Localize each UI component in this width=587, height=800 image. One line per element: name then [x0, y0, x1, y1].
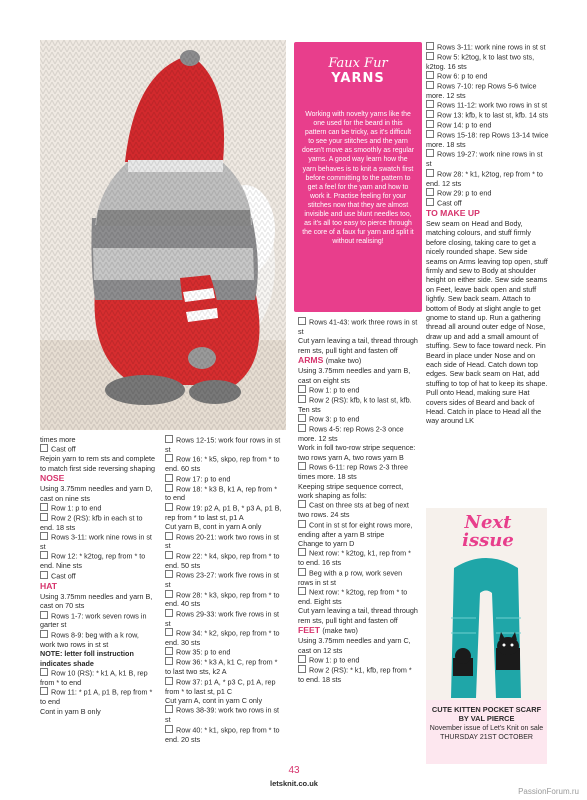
checklist-item: Cast on three sts at beg of next two rows. 24 sts: [298, 500, 418, 519]
checklist-item: Row 34: * k2, skpo, rep from * to end. 30 sts: [165, 628, 283, 647]
gnome-illustration: [40, 40, 286, 430]
checklist-item: Row 18: * k3 B, k1 A, rep from * to end: [165, 484, 283, 503]
checklist-item: Row 22: * k4, skpo, rep from * to end. 50 sts: [165, 551, 283, 570]
checklist-item: Rows 23-27: work five rows in st st: [165, 570, 283, 589]
checklist-item: Cast off: [40, 444, 156, 454]
column-4: [426, 42, 550, 426]
watermark: PassionForum.ru: [518, 787, 579, 796]
checklist-item: Row 19: p2 A, p1 B, * p3 A, p1 B, rep from * to last st, p1 A: [165, 503, 282, 522]
checklist-item: Row 40: * k1, skpo, rep from * to end. 20 sts: [165, 725, 283, 744]
section-heading-text: TO MAKE UP: [426, 207, 480, 218]
checklist-item: Row 28: * k3, skpo, rep from * to end. 40 sts: [165, 590, 283, 609]
checklist-item: Next row: * k2tog, rep from * to end. Eight sts: [298, 587, 418, 606]
checklist-item: Rows 19-27: work nine rows in st st: [426, 149, 550, 168]
checklist-item: Rows 6-11: rep Rows 2-3 three times more. 18 sts: [298, 462, 418, 481]
instruction-text: Rejoin yarn to rem sts and complete to match first side reversing shaping: [40, 454, 156, 473]
section-heading: [40, 581, 156, 592]
column-3: [298, 317, 418, 684]
checklist-item: Next row: * k2tog, k1, rep from * to end. 16 sts: [298, 548, 418, 567]
checklist-item: Rows 41-43: work three rows in st st: [298, 317, 418, 336]
checklist-item: Cast off: [40, 571, 156, 581]
instruction-text: Cut yarn B, cont in yarn A only: [165, 522, 262, 532]
checklist-item: Rows 8-9: beg with a k row, work two rows in st st: [40, 630, 156, 649]
kitten-scarf-photo: [426, 508, 547, 700]
section-heading: [298, 625, 418, 636]
instruction-text: Cut yarn A, cont in yarn C only: [165, 695, 263, 705]
checklist-item: Rows 15-18: rep Rows 13-14 twice more. 18 sts: [426, 130, 549, 150]
checklist-item: Rows 12-15: work four rows in st st: [165, 435, 283, 454]
checklist-item: Cont in st st for eight rows more, ending after a yarn B stripe: [298, 520, 418, 539]
checklist-item: Rows 29-33: work five rows in st st: [165, 609, 283, 628]
next-issue-badge: [456, 514, 520, 550]
faux-fur-body: [302, 110, 414, 246]
checklist-item: Row 1: p to end: [298, 655, 418, 665]
checklist-item: Row 6: p to end: [426, 71, 550, 81]
issue-title: issue: [462, 530, 514, 551]
instruction-text: Sew seam on Head and Body, matching colours, and stuff firmly before closing, taking care to get a nicely rounded shape. Sew side seams on Arms leaving top open, stuff firmly and sew to Body at shoulder height on either side. Sew side seams on Feet, leave back open and stuff lightly. Sew back seam. Attach to bottom of Body at slight angle to get gnome to stand up. Run a gathering thread all around outer edge of Nose, draw up and add a small amount of stuffing. Sew to face toward neck. Pin Beard in place under Nose and on each side of Head. Catch down top edges. Sew back seam on Hat, add stuffing to top of hat to keep its shape. Pull onto Head, making sure Hat covers sides of Beard and back of Head. Catch in place to Head all the way around LK: [426, 218, 548, 426]
checklist-item: Row 28: * k1, k2tog, rep from * to end. 12 sts: [426, 169, 550, 188]
checklist-item: Row 12: * k2tog, rep from * to end. Nine sts: [40, 551, 156, 570]
instruction-text: Cut yarn leaving a tail, thread through rem sts, pull tight and fasten off: [298, 606, 418, 625]
instruction-text: NOTE: letter foll instruction indicates shade: [40, 649, 134, 668]
website-link[interactable]: letsknit.co.uk: [270, 779, 318, 788]
instruction-text: Change to yarn D: [298, 538, 355, 548]
next-issue-box: [426, 508, 547, 764]
section-heading-text: NOSE: [40, 473, 65, 484]
checklist-item: Row 5: k2tog, k to last two sts, k2tog. 16 sts: [426, 52, 550, 71]
checklist-item: Rows 20-21: work two rows in st st: [165, 532, 283, 551]
checklist-item: Rows 1-7: work seven rows in garter st: [40, 611, 156, 630]
instruction-text: Cut yarn leaving a tail, thread through rem sts, pull tight and fasten off: [298, 336, 418, 355]
checklist-item: Row 2 (RS): kfb in each st to end. 18 sts: [40, 513, 156, 532]
column-2: [165, 435, 283, 744]
checklist-item: Row 37: p1 A, * p3 C, p1 A, rep from * to last st, p1 C: [165, 677, 283, 696]
instruction-text: times more: [40, 435, 76, 444]
section-heading: [40, 473, 156, 484]
checklist-item: Row 16: * k5, skpo, rep from * to end. 60 sts: [165, 454, 283, 473]
section-heading: [298, 355, 418, 366]
checklist-item: Row 13: kfb, k to last st, kfb. 14 sts: [426, 110, 550, 120]
instruction-text: Work in foll two-row stripe sequence: two rows yarn A, two rows yarn B: [298, 443, 416, 462]
gnome-photo: [40, 40, 286, 430]
checklist-item: Rows 11-12: work two rows in st st: [426, 100, 550, 110]
next-title: Next: [464, 512, 512, 533]
section-subtitle: (make two): [325, 356, 362, 366]
checklist-item: Rows 7-10: rep Rows 5-6 twice more. 12 sts: [426, 81, 550, 100]
checklist-item: Row 10 (RS): * k1 A, k1 B, rep from * to end: [40, 668, 156, 687]
instruction-text: Using 3.75mm needles and yarn B, cast on eight sts: [298, 366, 411, 385]
faux-fur-title: Faux Fur: [328, 56, 388, 71]
instruction-text: Using 3.75mm needles and yarn D, cast on nine sts: [40, 484, 153, 503]
checklist-item: Row 1: p to end: [298, 385, 418, 395]
checklist-item: Row 2 (RS): * k1, kfb, rep from * to end. 18 sts: [298, 665, 418, 684]
instruction-text: Keeping stripe sequence correct, work shaping as folls:: [298, 481, 404, 500]
checklist-item: Row 17: p to end: [165, 474, 283, 484]
checklist-item: Row 11: * p1 A, p1 B, rep from * to end: [40, 687, 156, 706]
section-heading: [426, 208, 550, 219]
checklist-item: Rows 38-39: work two rows in st st: [165, 705, 283, 724]
checklist-item: Row 35: p to end: [165, 647, 283, 657]
page-number: 43: [288, 765, 300, 776]
instruction-text: Cont in yarn B only: [40, 706, 101, 716]
checklist-item: Cast off: [426, 198, 550, 208]
checklist-item: Rows 4-5: rep Rows 2-3 once more. 12 sts: [298, 424, 418, 443]
section-heading-text: HAT: [40, 580, 58, 591]
instruction-text: Using 3.75mm needles and yarn C, cast on 12 sts: [298, 636, 411, 655]
section-heading-text: ARMS: [298, 355, 324, 366]
yarns-title: YARNS: [331, 71, 385, 86]
column-1: [40, 435, 156, 716]
checklist-item: Row 14: p to end: [426, 120, 550, 130]
instruction-text: Using 3.75mm needles and yarn B, cast on 70 sts: [40, 591, 153, 611]
next-issue-headline: CUTE KITTEN POCKET SCARF BY VAL PIERCE: [431, 705, 542, 723]
checklist-item: Row 3: p to end: [298, 414, 418, 424]
faux-fur-box: [294, 42, 422, 312]
faux-fur-paragraph: Working with novelty yarns like the one used for the beard in this pattern can be tricky, as it's difficult to see your stitches and the yarn doesn't move as smoothly as regular yarns. A good way learn how the yarn behaves is to knit a swatch first before committing to the pattern to get a feel for the yarn and how to work it. Practise feeling for your stitches now that they are almost invisible and use blunt needles too, as it's all too easy to pierce through the core of a faux fur yarn and split it without realising!: [302, 111, 415, 246]
checklist-item: Row 2 (RS): kfb, k to last st, kfb. Ten sts: [298, 395, 418, 414]
section-heading-text: FEET: [298, 625, 320, 636]
next-issue-text: November issue of Let's Knit on sale THURSDAY 21ST OCTOBER: [429, 725, 544, 741]
checklist-item: Rows 3-11: work nine rows in st st: [40, 532, 156, 551]
checklist-item: Beg with a p row, work seven rows in st st: [298, 568, 418, 587]
checklist-item: Row 36: * k3 A, k1 C, rep from * to last two sts, k2 A: [165, 657, 283, 676]
checklist-item: Row 29: p to end: [426, 188, 550, 198]
checklist-item: Row 1: p to end: [40, 503, 156, 513]
checklist-item: Rows 3-11: work nine rows in st st: [426, 42, 550, 52]
section-subtitle: (make two): [322, 626, 358, 636]
